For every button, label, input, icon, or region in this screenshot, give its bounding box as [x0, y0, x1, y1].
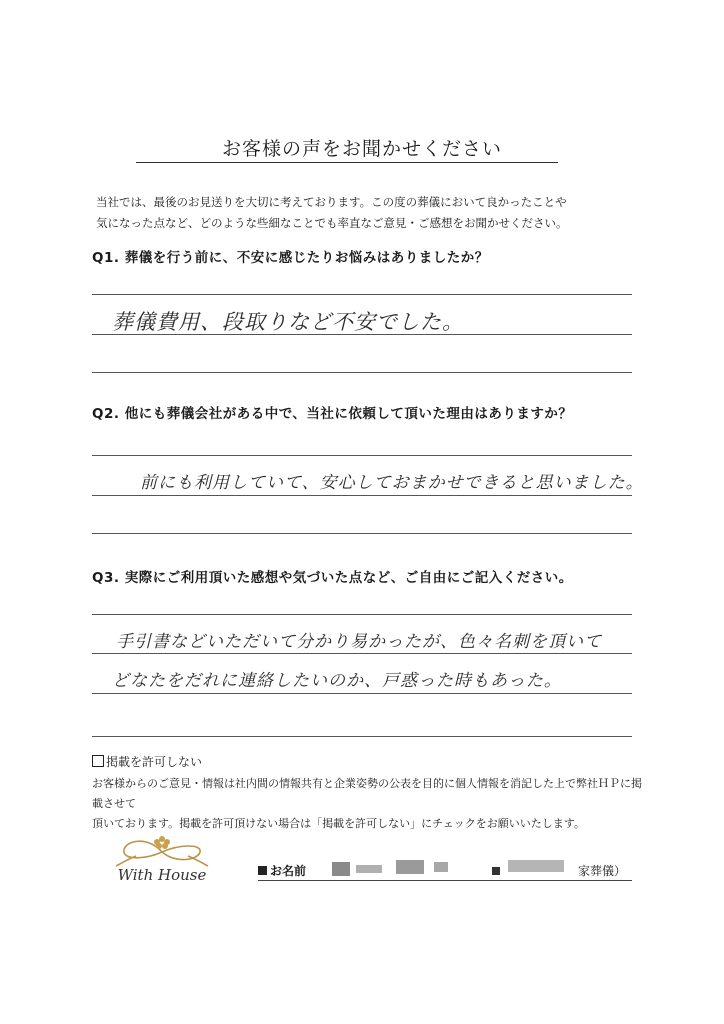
consent-checkbox[interactable]: [92, 755, 104, 767]
company-logo: [96, 830, 228, 890]
question-1: Q1. 葬儀を行う前に、不安に感じたりお悩みはありましたか？: [92, 250, 489, 266]
answer-rule: [92, 455, 632, 456]
intro-line-1: 当社では、最後のお見送りを大切に考えております。この度の葬儀において良かったことや: [96, 195, 567, 209]
answer-rule: [92, 495, 632, 496]
intro-text: [96, 192, 656, 234]
answer-rule: [92, 533, 632, 534]
answer-rule: [92, 653, 632, 654]
title-underline: [136, 162, 558, 163]
redacted-name-block: [396, 860, 424, 874]
name-field-label: [258, 862, 306, 879]
intro-line-2: 気になった点など、どのような些細なことでも率直なご意見・ご感想をお聞かせください。: [96, 216, 568, 230]
answer-rule: [92, 372, 632, 373]
consent-label: 掲載を許可しない: [106, 755, 203, 769]
answer-rule: [92, 693, 632, 694]
notice-line-1: お客様からのご意見・情報は社内間の情報共有と企業姿勢の公表を目的に個人情報を消記した上で弊社ＨＰに掲載させて: [92, 777, 642, 810]
answer-rule: [92, 334, 632, 335]
redacted-name-block: [332, 862, 350, 876]
answer-rule: [92, 736, 632, 737]
notice-line-2: 頂いております。掲載を許可頂けない場合は「掲載を許可しない」にチェックをお願いいたします。: [92, 817, 585, 830]
redacted-name-block: [492, 867, 500, 875]
square-bullet-icon: [258, 866, 267, 875]
answer-rule: [92, 614, 632, 615]
logo-text: With House: [117, 866, 207, 884]
question-2: Q2. 他にも葬儀会社がある中で、当社に依頼して頂いた理由はありますか？: [92, 406, 573, 422]
consent-option[interactable]: [92, 753, 202, 770]
answer-2-line-1: 前にも利用していて、安心しておまかせできると思いました。: [140, 473, 644, 493]
redacted-name-block: [356, 865, 382, 873]
name-underline: [258, 880, 632, 881]
answer-rule: [92, 294, 632, 295]
name-suffix: 家葬儀）: [578, 864, 627, 878]
redacted-name-block: [434, 862, 448, 872]
page-title: お客様の声をお聞かせください: [221, 138, 502, 160]
answer-3-line-1: 手引書などいただいて分かり易かったが、色々名刺を頂いて: [116, 632, 602, 652]
answer-3-line-2: どなたをだれに連絡したいのか、戸惑った時もあった。: [112, 671, 562, 691]
name-label-text: お名前: [270, 864, 307, 878]
question-3: Q3. 実際にご利用頂いた感想や気づいた点など、ご自由にご記入ください。: [92, 570, 573, 586]
answer-1-line-1: 葬儀費用、段取りなど不安でした。: [112, 310, 464, 334]
redacted-name-block: [508, 860, 564, 872]
privacy-notice: [92, 774, 652, 834]
